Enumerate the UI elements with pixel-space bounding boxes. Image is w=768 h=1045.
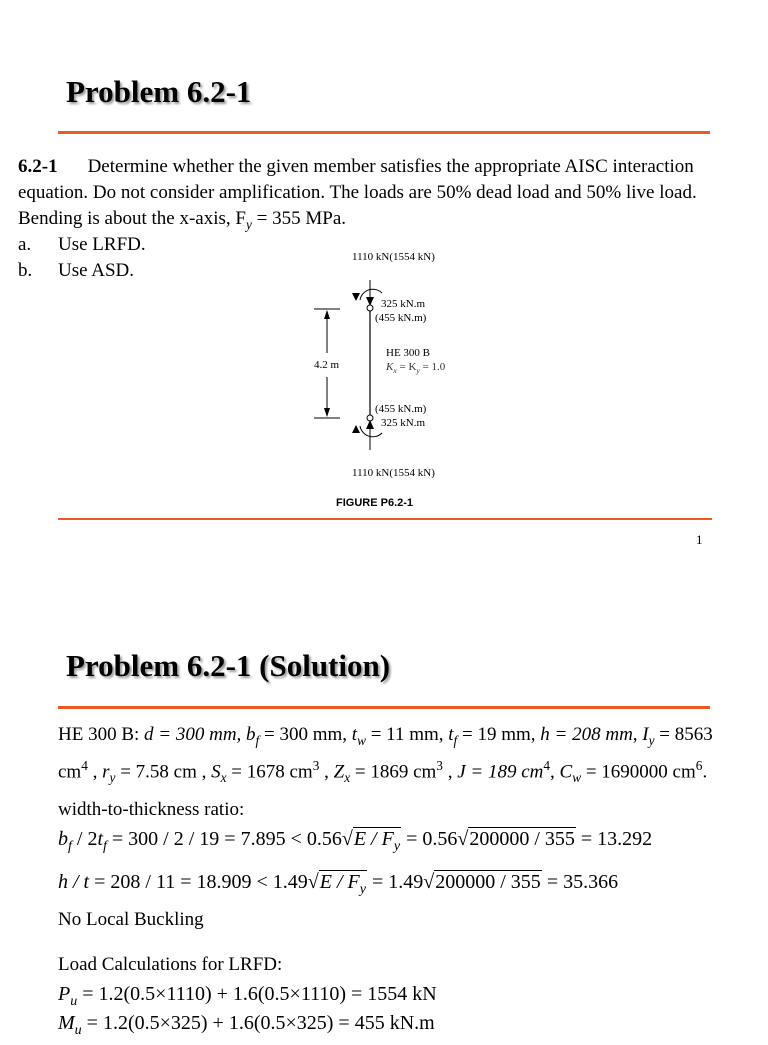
eq1-t-sub: f — [103, 839, 107, 854]
fig-k-factor — [386, 361, 445, 375]
prop-ry-val: = 7.58 cm , — [115, 761, 212, 783]
prop-tf: t — [448, 724, 454, 745]
fig-k-label: K — [386, 361, 394, 373]
eq1-root-text: E / F — [353, 828, 394, 850]
prop-tw-sub: w — [357, 732, 366, 748]
no-local-buckling: No Local Buckling — [58, 909, 204, 930]
statement-end: = 355 MPa. — [251, 208, 346, 229]
prop-j-sup: 4 — [543, 757, 551, 773]
prop-bf-val: = 300 mm, — [259, 724, 352, 745]
fig-bottom-moment-1: (455 kN.m) — [375, 403, 427, 415]
slide2-title: Problem 6.2-1 (Solution) — [66, 648, 391, 683]
dim-arrow-top — [324, 310, 330, 319]
prop-cw-sup: 6 — [695, 757, 703, 773]
statement-text: Determine whether the given member satisfies the appropriate AISC interaction equation. Do not consider amplification. The loads are 50% dead load and 50% live load. Bending is about the x-axis, F — [18, 156, 697, 229]
prop-zx-val: = 1869 cm — [350, 761, 437, 783]
eq1-b-sub: f — [68, 839, 72, 854]
eq2-root-1 — [319, 870, 367, 897]
prop-zx-sub: x — [344, 769, 351, 785]
eq1-rest2: = 0.56 — [401, 828, 458, 850]
option-b-marker: b. — [18, 260, 33, 281]
prop-ry-sub: y — [109, 769, 116, 785]
fig-section: HE 300 B — [386, 347, 430, 359]
pu-symbol: P — [58, 983, 71, 1005]
top-moment-arrowhead — [352, 293, 360, 301]
mu-symbol: M — [58, 1012, 75, 1034]
prop-sx-sub: x — [220, 769, 227, 785]
option-a-marker: a. — [18, 234, 32, 255]
prop-bf-sub: f — [255, 732, 260, 748]
problem-statement — [18, 154, 718, 238]
bottom-moment-arrowhead — [352, 425, 360, 433]
eq1-mid: / 2 — [71, 828, 98, 850]
bottom-load-arrowhead — [366, 420, 374, 429]
prop-zx-sup: 3 — [436, 757, 443, 773]
prop-sx-sup: 3 — [312, 757, 320, 773]
prop-iy: I — [642, 724, 649, 745]
pu-rest: = 1.2(0.5×1110) + 1.6(0.5×1110) = 1554 kN — [77, 983, 437, 1005]
eq2-root-text: E / F — [319, 871, 360, 893]
eq1-t: t — [97, 828, 104, 850]
statement-sub: y — [245, 216, 252, 232]
prop-end: . — [702, 761, 708, 783]
mu-sub: u — [74, 1023, 82, 1038]
prop-cw-val: = 1690000 cm — [581, 761, 696, 783]
prop-ry: r — [102, 761, 110, 783]
prop-cw-sub: w — [572, 769, 582, 785]
prop-iy-sup: 4 — [81, 757, 88, 773]
prop-tw: t — [351, 724, 358, 745]
eq1-result: = 13.292 — [575, 828, 653, 850]
fig-k-sub-x: x — [393, 366, 397, 376]
equation-web-ratio — [58, 868, 618, 904]
eq2-radical-2: √ — [423, 871, 435, 893]
prop-sx-val: = 1678 cm — [226, 761, 313, 783]
eq1-root-sub: y — [393, 839, 401, 854]
prop-zx-pre: , — [319, 761, 334, 783]
slide2-title-rule — [58, 706, 710, 709]
eq1-rest: = 300 / 2 / 19 = 7.895 < 0.56 — [106, 828, 342, 850]
option-a — [18, 232, 146, 258]
slide1-bottom-rule — [58, 518, 712, 520]
option-a-text: Use LRFD. — [58, 234, 146, 255]
eq1-root-2: 200000 / 355 — [469, 828, 575, 850]
eq1-b: b — [58, 828, 68, 850]
load-calc-label: Load Calculations for LRFD: — [58, 954, 283, 975]
eq1-root-1 — [353, 827, 401, 854]
eq2-lhs: h / t — [58, 871, 90, 893]
section-properties — [58, 722, 730, 790]
eq2-rest: = 208 / 11 = 18.909 < 1.49 — [89, 871, 308, 893]
prop-section: HE 300 B: — [58, 724, 145, 745]
problem-number: 6.2-1 — [18, 156, 58, 177]
prop-tf-val: = 19 mm, — [457, 724, 541, 745]
dim-arrow-bottom — [324, 408, 330, 417]
fig-top-load: 1110 kN(1554 kN) — [352, 251, 435, 263]
fig-k-val: = 1.0 — [419, 361, 446, 373]
prop-d: d = 300 mm, — [144, 724, 247, 745]
option-b — [18, 258, 134, 284]
prop-tf-sub: f — [453, 732, 458, 748]
page-number: 1 — [696, 532, 703, 547]
eq1-radical-2: √ — [457, 828, 469, 850]
prop-cw: C — [559, 761, 573, 783]
prop-iy-val: = 8563 cm — [58, 724, 713, 783]
option-b-text: Use ASD. — [58, 260, 135, 281]
eq1-radical-1: √ — [341, 828, 353, 850]
prop-sx: S — [211, 761, 221, 783]
prop-cw-pre: , — [550, 761, 560, 783]
equation-flange-ratio — [58, 825, 652, 861]
fig-length: 4.2 m — [314, 359, 340, 371]
eq2-root-2: 200000 / 355 — [435, 871, 541, 893]
prop-j: J = 189 cm — [457, 761, 544, 783]
top-pin — [367, 305, 373, 311]
prop-h: h = 208 mm, — [540, 724, 643, 745]
eq2-root-sub: y — [359, 882, 366, 897]
eq2-result: = 35.366 — [541, 871, 619, 893]
fig-k-sub-y: y — [416, 366, 420, 376]
fig-k-eq: = K — [396, 361, 417, 373]
fig-bottom-load: 1110 kN(1554 kN) — [352, 467, 435, 479]
fig-bottom-moment-2: 325 kN.m — [381, 417, 425, 429]
equation-mu — [58, 1009, 435, 1045]
prop-zx: Z — [333, 761, 345, 783]
prop-bf: b — [246, 724, 256, 745]
fig-top-moment-1: 325 kN.m — [381, 298, 425, 310]
prop-j-pre: , — [442, 761, 458, 783]
prop-tw-val: = 11 mm, — [365, 724, 449, 745]
fig-top-moment-2: (455 kN.m) — [375, 312, 427, 324]
slide1-title: Problem 6.2-1 — [66, 74, 252, 109]
pu-sub: u — [70, 994, 78, 1009]
mu-rest: = 1.2(0.5×325) + 1.6(0.5×325) = 455 kN.m — [81, 1012, 435, 1034]
eq2-radical-1: √ — [307, 871, 319, 893]
figure-caption: FIGURE P6.2-1 — [336, 497, 414, 509]
eq2-rest2: = 1.49 — [366, 871, 424, 893]
width-thickness-label: width-to-thickness ratio: — [58, 799, 245, 820]
prop-iy-sub: y — [648, 732, 655, 748]
slide1-title-rule — [58, 131, 710, 134]
prop-ry-pre: , — [87, 761, 103, 783]
